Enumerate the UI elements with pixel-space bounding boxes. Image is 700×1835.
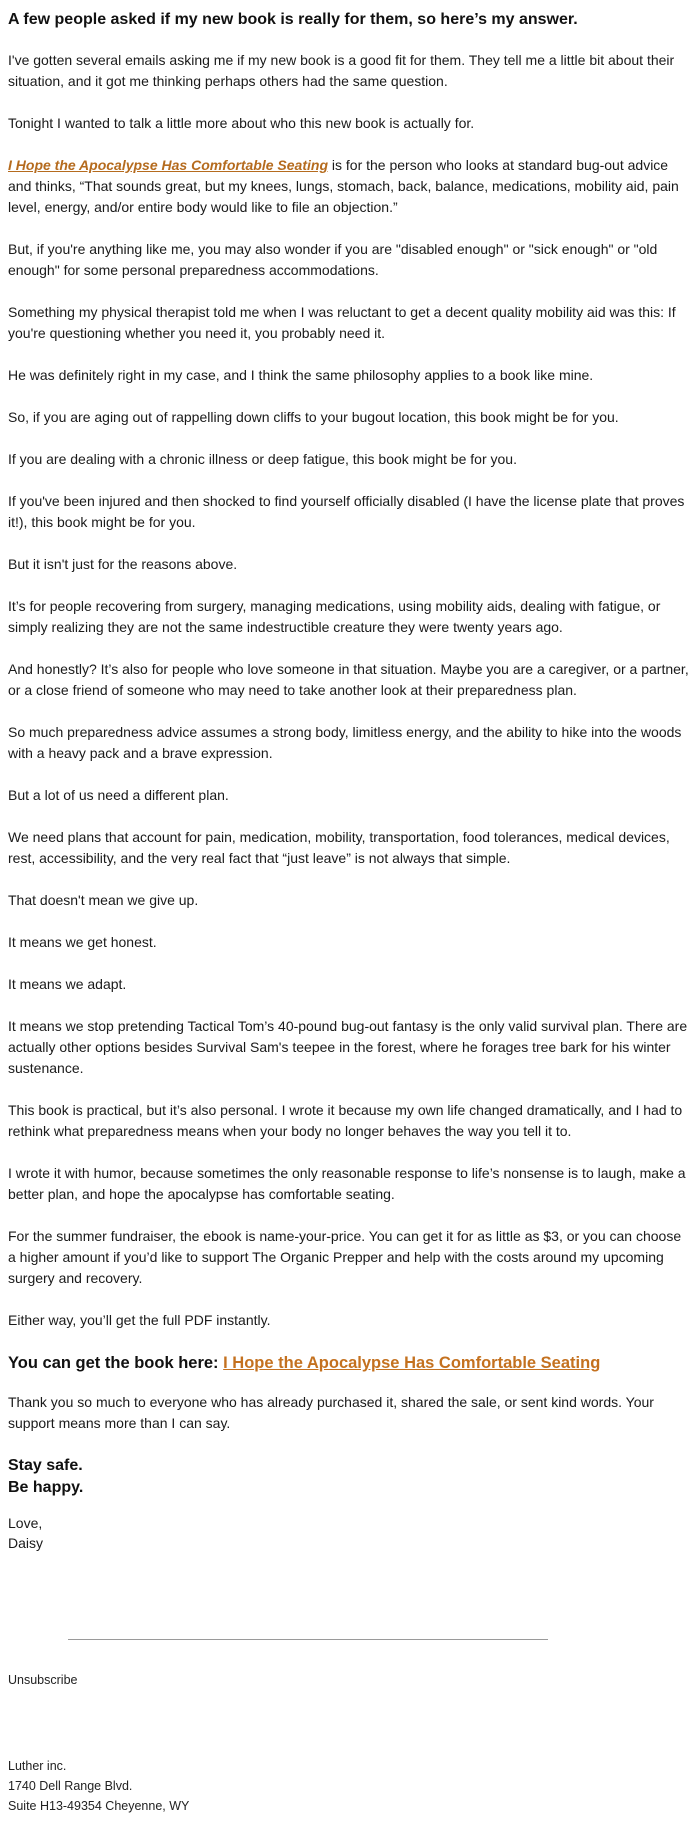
paragraph-caregivers: And honestly? It’s also for people who love someone in that situation. Maybe you are a caregiver, or a partner, or a close friend of someone who may need to take another look at their preparedness plan. (8, 661, 689, 698)
paragraph-thanks: Thank you so much to everyone who has already purchased it, shared the sale, or sent kind words. Your support means more than I can say. (8, 1394, 654, 1431)
signoff (8, 1455, 692, 1499)
paragraph-intro: I've gotten several emails asking me if my new book is a good fit for them. They tell me a little bit about their situation, and it got me thinking perhaps others had the same question. (8, 52, 675, 89)
closing-love: Love, (8, 1515, 43, 1531)
mailing-address (8, 1756, 692, 1816)
paragraph-chronic-illness: If you are dealing with a chronic illness or deep fatigue, this book might be for you. (8, 451, 517, 467)
footer-divider (68, 1639, 548, 1640)
paragraph-injured: If you've been injured and then shocked to find yourself officially disabled (I have the license plate that proves it!), this book might be for you. (8, 493, 685, 530)
paragraph-not-just: But it isn't just for the reasons above. (8, 556, 238, 572)
address-line-1: Luther inc. (8, 1759, 67, 1773)
paragraph-book-description (8, 155, 692, 218)
paragraph-adapt: It means we adapt. (8, 976, 127, 992)
paragraph-philosophy: He was definitely right in my case, and I think the same philosophy applies to a book like mine. (8, 367, 594, 383)
paragraph-humor: I wrote it with humor, because sometimes the only reasonable response to life’s nonsense is to laugh, make a better plan, and hope the apocalypse has comfortable seating. (8, 1165, 686, 1202)
paragraph-enough: But, if you're anything like me, you may also wonder if you are "disabled enough" or "sick enough" or "old enough" for some personal preparedness accommodations. (8, 241, 658, 278)
paragraph-tactical-tom: It means we stop pretending Tactical Tom’s 40-pound bug-out fantasy is the only valid survival plan. There are actually other options besides Survival Sam's teepee in the forest, where he forages tree bark for his winter sustenance. (8, 1018, 688, 1076)
closing-name: Daisy (8, 1535, 44, 1551)
cta-line (8, 1352, 692, 1374)
paragraph-give-up: That doesn't mean we give up. (8, 892, 199, 908)
email-headline: A few people asked if my new book is really for them, so here’s my answer. (8, 11, 578, 28)
paragraph-advice-assumes: So much preparedness advice assumes a strong body, limitless energy, and the ability to hike into the woods with a heavy pack and a brave expression. (8, 724, 682, 761)
cta-book-link[interactable]: I Hope the Apocalypse Has Comfortable Seating (223, 1354, 601, 1372)
unsubscribe-link[interactable]: Unsubscribe (8, 1673, 78, 1687)
cta-prefix: You can get the book here: (8, 1354, 224, 1372)
signoff-line-2: Be happy. (8, 1479, 84, 1496)
paragraph-therapist: Something my physical therapist told me when I was reluctant to get a decent quality mobility aid was this: If you're questioning whether you need it, you probably need it. (8, 304, 676, 341)
paragraph-different-plan: But a lot of us need a different plan. (8, 787, 229, 803)
paragraph-plans-account: We need plans that account for pain, medication, mobility, transportation, food tolerances, medical devices, rest, accessibility, and the very real fact that “just leave” is not always that simple. (8, 829, 670, 866)
address-line-3: Suite H13-49354 Cheyenne, WY (8, 1799, 190, 1813)
signoff-line-1: Stay safe. (8, 1457, 83, 1474)
address-line-2: 1740 Dell Range Blvd. (8, 1779, 133, 1793)
book-title-link[interactable]: I Hope the Apocalypse Has Comfortable Seating (8, 157, 328, 173)
paragraph-tonight: Tonight I wanted to talk a little more about who this new book is actually for. (8, 115, 475, 131)
paragraph-full-pdf: Either way, you’ll get the full PDF instantly. (8, 1312, 271, 1328)
closing (8, 1513, 692, 1553)
paragraph-aging: So, if you are aging out of rappelling down cliffs to your bugout location, this book might be for you. (8, 409, 619, 425)
paragraph-fundraiser: For the summer fundraiser, the ebook is name-your-price. You can get it for as little as $3, or you can choose a higher amount if you’d like to support The Organic Prepper and help with the costs around my upcoming surgery and recovery. (8, 1228, 682, 1286)
paragraph-recovering: It’s for people recovering from surgery, managing medications, using mobility aids, dealing with fatigue, or simply realizing they are not the same indestructible creature they were twenty years ago. (8, 598, 661, 635)
paragraph-personal: This book is practical, but it’s also personal. I wrote it because my own life changed dramatically, and I had to rethink what preparedness means when your body no longer behaves the way you tell it to. (8, 1102, 683, 1139)
book-description-text: is for the person who looks at standard bug-out advice and thinks, “That sounds great, but my knees, lungs, stomach, back, balance, medications, mobility aid, pain level, energy, and/or entire body would like to file an objection.” (8, 157, 679, 215)
paragraph-honest: It means we get honest. (8, 934, 157, 950)
